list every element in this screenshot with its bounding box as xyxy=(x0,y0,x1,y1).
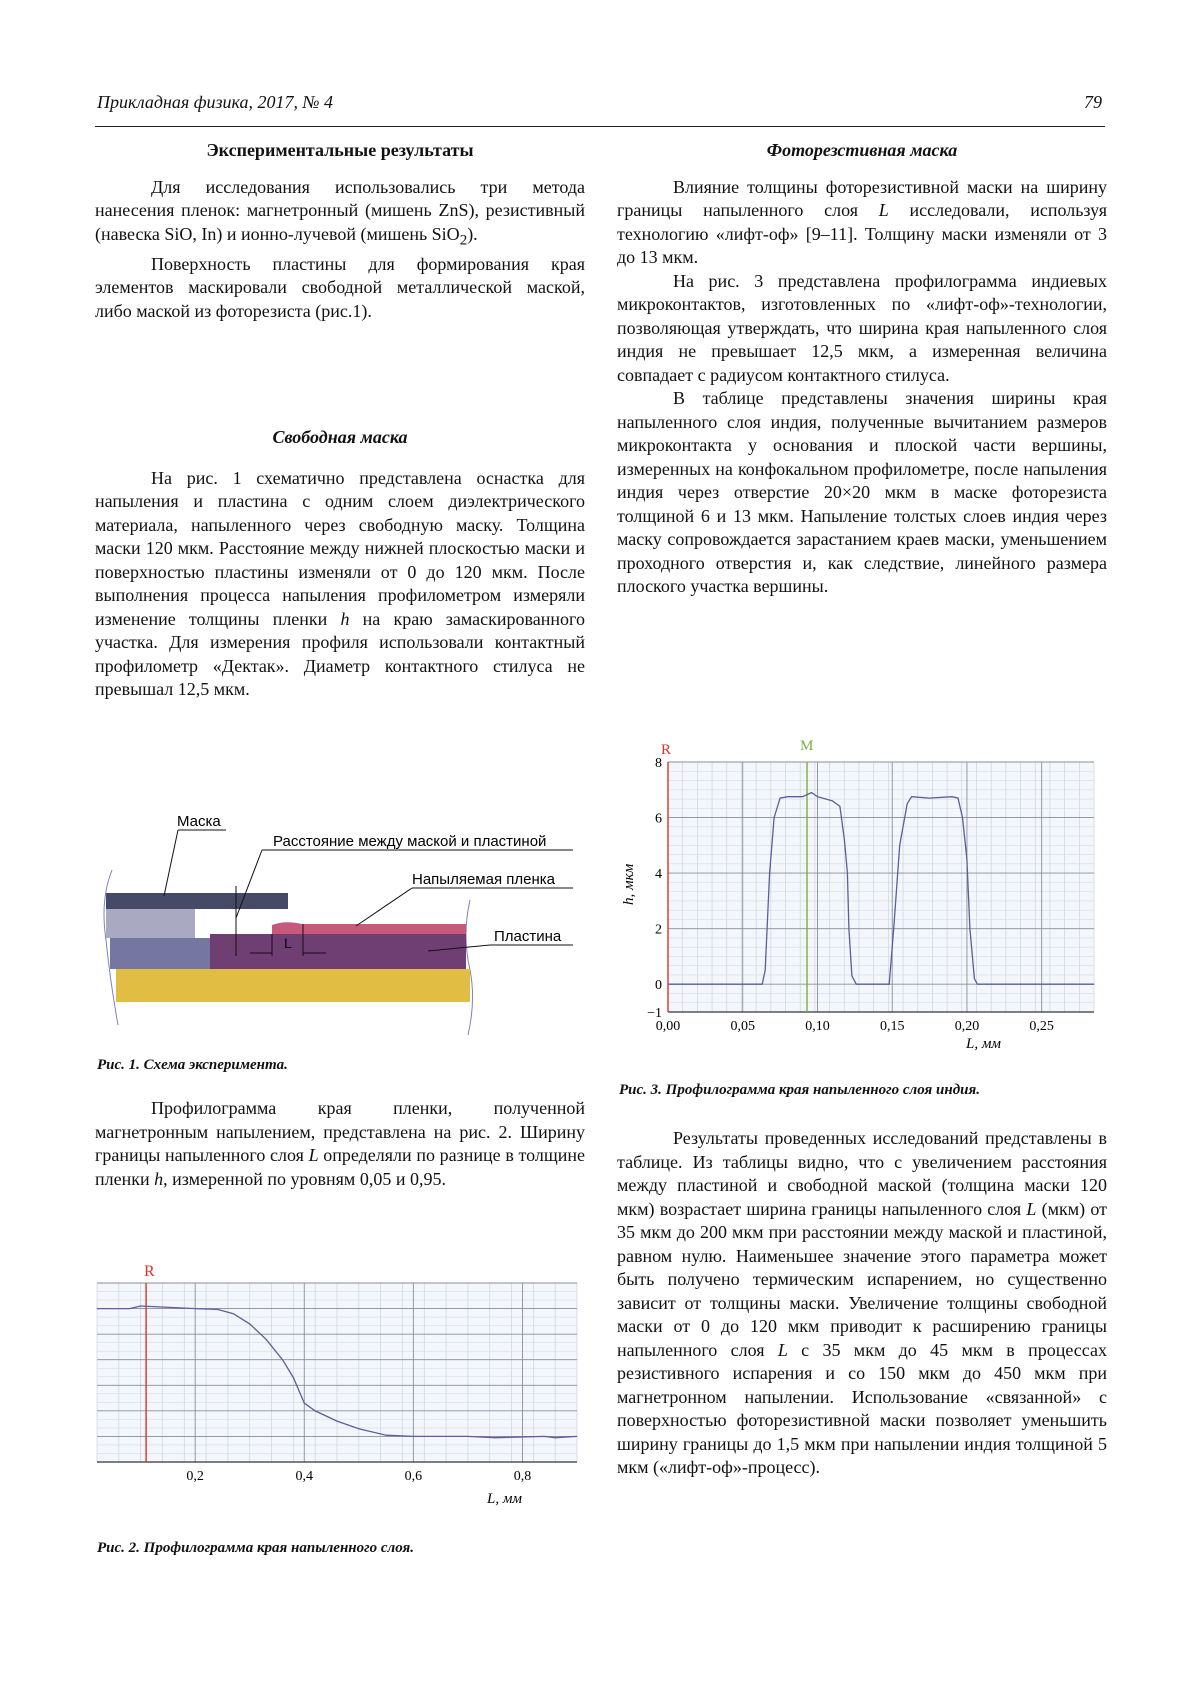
data-point xyxy=(962,817,963,818)
data-point xyxy=(817,796,818,797)
data-point xyxy=(970,928,971,929)
data-point xyxy=(967,859,968,860)
data-point xyxy=(856,984,857,985)
data-point xyxy=(851,975,852,976)
x-tick-label: 0,05 xyxy=(730,1019,755,1034)
data-point xyxy=(929,798,930,799)
figure-3-caption: Рис. 3. Профилограмма края напыленного слоя индия. xyxy=(619,1082,980,1098)
data-point xyxy=(847,873,848,874)
label-film: Напыляемая пленка xyxy=(412,871,555,888)
data-point xyxy=(899,845,900,846)
x-axis-label: L, мм xyxy=(487,1491,522,1507)
x-tick-label: 0,10 xyxy=(805,1019,830,1034)
text: (мкм) от 35 мкм до 200 мкм при расстоянии между маской и пластиной, равном нулю. Наименьшее значение этого параметра может быть получено термическим испарением, но существенно зависит от толщины маски. Увеличение толщины свободной маски от 0 до 120 мкм приводит к расширению границы напыленного слоя xyxy=(617,1198,1107,1360)
data-point xyxy=(1094,984,1095,985)
section-heading: Экспериментальные результаты xyxy=(206,140,474,160)
subscript: 2 xyxy=(459,232,468,249)
running-header-journal: Прикладная физика, 2017, № 4 xyxy=(97,92,333,112)
right-column-bottom xyxy=(617,1127,1107,1480)
data-point xyxy=(893,928,894,929)
figure-1-caption: Рис. 1. Схема эксперимента. xyxy=(97,1057,288,1073)
symbol: L xyxy=(878,200,889,220)
y-tick-label: 8 xyxy=(655,756,662,771)
x-tick-label: 0,20 xyxy=(954,1019,980,1034)
x-tick-label: 0,6 xyxy=(404,1469,423,1484)
label-wafer: Пластина xyxy=(494,928,562,945)
data-point xyxy=(911,796,912,797)
label-L: L xyxy=(284,935,292,951)
data-point xyxy=(811,792,812,793)
data-point xyxy=(765,970,766,971)
text: Результаты проведенных исследований представлены в таблице. Из таблицы видно, что с увеличением расстояния между пластиной и свободной маской (толщина маски 120 мкм) возрастает ширина границы напыленного слоя xyxy=(617,1128,1107,1219)
x-tick-label: 0,2 xyxy=(186,1469,204,1484)
data-point xyxy=(958,798,959,799)
data-point xyxy=(832,800,833,801)
y-tick-label: 2 xyxy=(655,922,662,938)
text: ). xyxy=(467,223,478,244)
marker-label-R: R xyxy=(661,742,672,758)
text: Для исследования использовались три метода нанесения пленок: магнетронный (мишень ZnS), резистивный (навеска SiO, In) и ионно-лучевой (мишень SiO xyxy=(95,176,585,244)
x-tick-label: 0,8 xyxy=(513,1469,532,1484)
plot-background xyxy=(668,762,1094,1012)
y-tick-label: −1 xyxy=(647,1006,662,1021)
data-point xyxy=(787,796,788,797)
text: Профилограмма края пленки, полученной магнетронным напылением, представлена на рис. 2. Ширину границы напыленного слоя xyxy=(95,1098,585,1165)
data-point xyxy=(839,806,840,807)
text: определяли по разнице в толщине пленки xyxy=(95,1145,585,1189)
paragraph: На рис. 3 представлена профилограмма индиевых микроконтактов, изготовленных по «лифт-оф»-технологии, позволяющая утверждать, что ширина края напыленного слоя индия не превышает 12,5 мкм, а измеренная величина совпадает с радиусом контактного стилуса. xyxy=(617,270,1107,385)
y-axis-label: h, мкм xyxy=(621,863,637,905)
marker-label-M: M xyxy=(800,738,814,754)
symbol: L xyxy=(777,1339,788,1360)
section-heading: Фоторезстивная маска xyxy=(766,140,958,160)
y-tick-label: 6 xyxy=(655,811,662,827)
text: Влияние толщины фоторезистивной маски на ширину границы напыленного слоя xyxy=(617,176,1107,220)
data-point xyxy=(774,817,775,818)
y-tick-label: 0 xyxy=(655,978,662,994)
paragraph: В таблице представлены значения ширины края напыленного слоя индия, полученные вычитанием размеров микроконтакта у основания и плоской части вершины, измеренных на конфокальном профилометре, после напыления индия через отверстие 20×20 мкм в маске фоторезиста толщиной 6 и 13 мкм. Напыление толстых слоев индия через маску сопровождается зарастанием краев маски, уменьшением проходного отверстия и, как следствие, линейного размера плоского участка вершины. xyxy=(617,388,1107,596)
text: , измеренной по уровням 0,05 и 0,95. xyxy=(163,1168,446,1189)
label-distance: Расстояние между маской и пластиной xyxy=(273,833,547,850)
data-point xyxy=(762,984,763,985)
data-point xyxy=(974,978,975,979)
data-point xyxy=(780,798,781,799)
data-point xyxy=(848,928,849,929)
page-number: 79 xyxy=(1084,92,1102,112)
data-point xyxy=(952,796,953,797)
data-point xyxy=(844,839,845,840)
text: с 35 мкм до 45 мкм в процессах резистивного испарения и со 150 мкм до 450 мкм при магнетронном напылении. Использование «связанной» с поверхностью фоторезистивной маски позволяет уменьшить ширину границы до 1,5 мкм при напылении индия толщиной 5 мкм («лифт-оф»-процесс). xyxy=(617,1339,1107,1477)
figure-2-caption: Рис. 2. Профилограмма края напыленного слоя. xyxy=(97,1540,415,1556)
x-tick-label: 0,15 xyxy=(879,1019,905,1034)
data-point xyxy=(769,873,770,874)
symbol: h xyxy=(340,608,350,629)
symbol: L xyxy=(308,1145,319,1165)
marker-label-R: R xyxy=(144,1263,155,1280)
data-point xyxy=(802,796,803,797)
data-point xyxy=(889,984,890,985)
symbol: L xyxy=(1026,1198,1037,1219)
text: на краю замаскированного участка. Для измерения профиля использовали контактный профилометр «Дектак». Диаметр контактного стилуса не превышал 12,5 мкм. xyxy=(95,608,585,699)
text: На рис. 1 схематично представлена оснастка для напыления и пластина с одним слоем диэлектрического материала, напыленного через свободную маску. Толщина маски 120 мкм. Расстояние между нижней плоскостью маски и поверхностью пластины изменяли от 0 до 120 мкм. После выполнения процесса напыления профилометром измеряли изменение толщины пленки xyxy=(95,467,585,629)
x-tick-label: 0,25 xyxy=(1029,1019,1054,1034)
paragraph xyxy=(617,1127,1107,1480)
symbol: h xyxy=(154,1168,164,1189)
label-mask: Маска xyxy=(177,813,221,830)
text: исследовали, используя технологию «лифт-оф» [9–11]. Толщину маски изменяли от 3 до 13 мкм. xyxy=(617,200,1107,267)
x-tick-label: 0,4 xyxy=(295,1469,314,1484)
x-tick-label: 0,00 xyxy=(655,1019,681,1034)
x-axis-label: L, мм xyxy=(966,1036,1001,1052)
data-point xyxy=(977,984,978,985)
data-point xyxy=(668,984,669,985)
paragraph: Поверхность пластины для формирования края элементов маскировали свободной металлической маской, либо маской из фоторезиста (рис.1). xyxy=(95,253,585,321)
y-tick-label: 4 xyxy=(655,867,662,883)
subsection-heading: Свободная маска xyxy=(272,427,408,447)
data-point xyxy=(907,803,908,804)
